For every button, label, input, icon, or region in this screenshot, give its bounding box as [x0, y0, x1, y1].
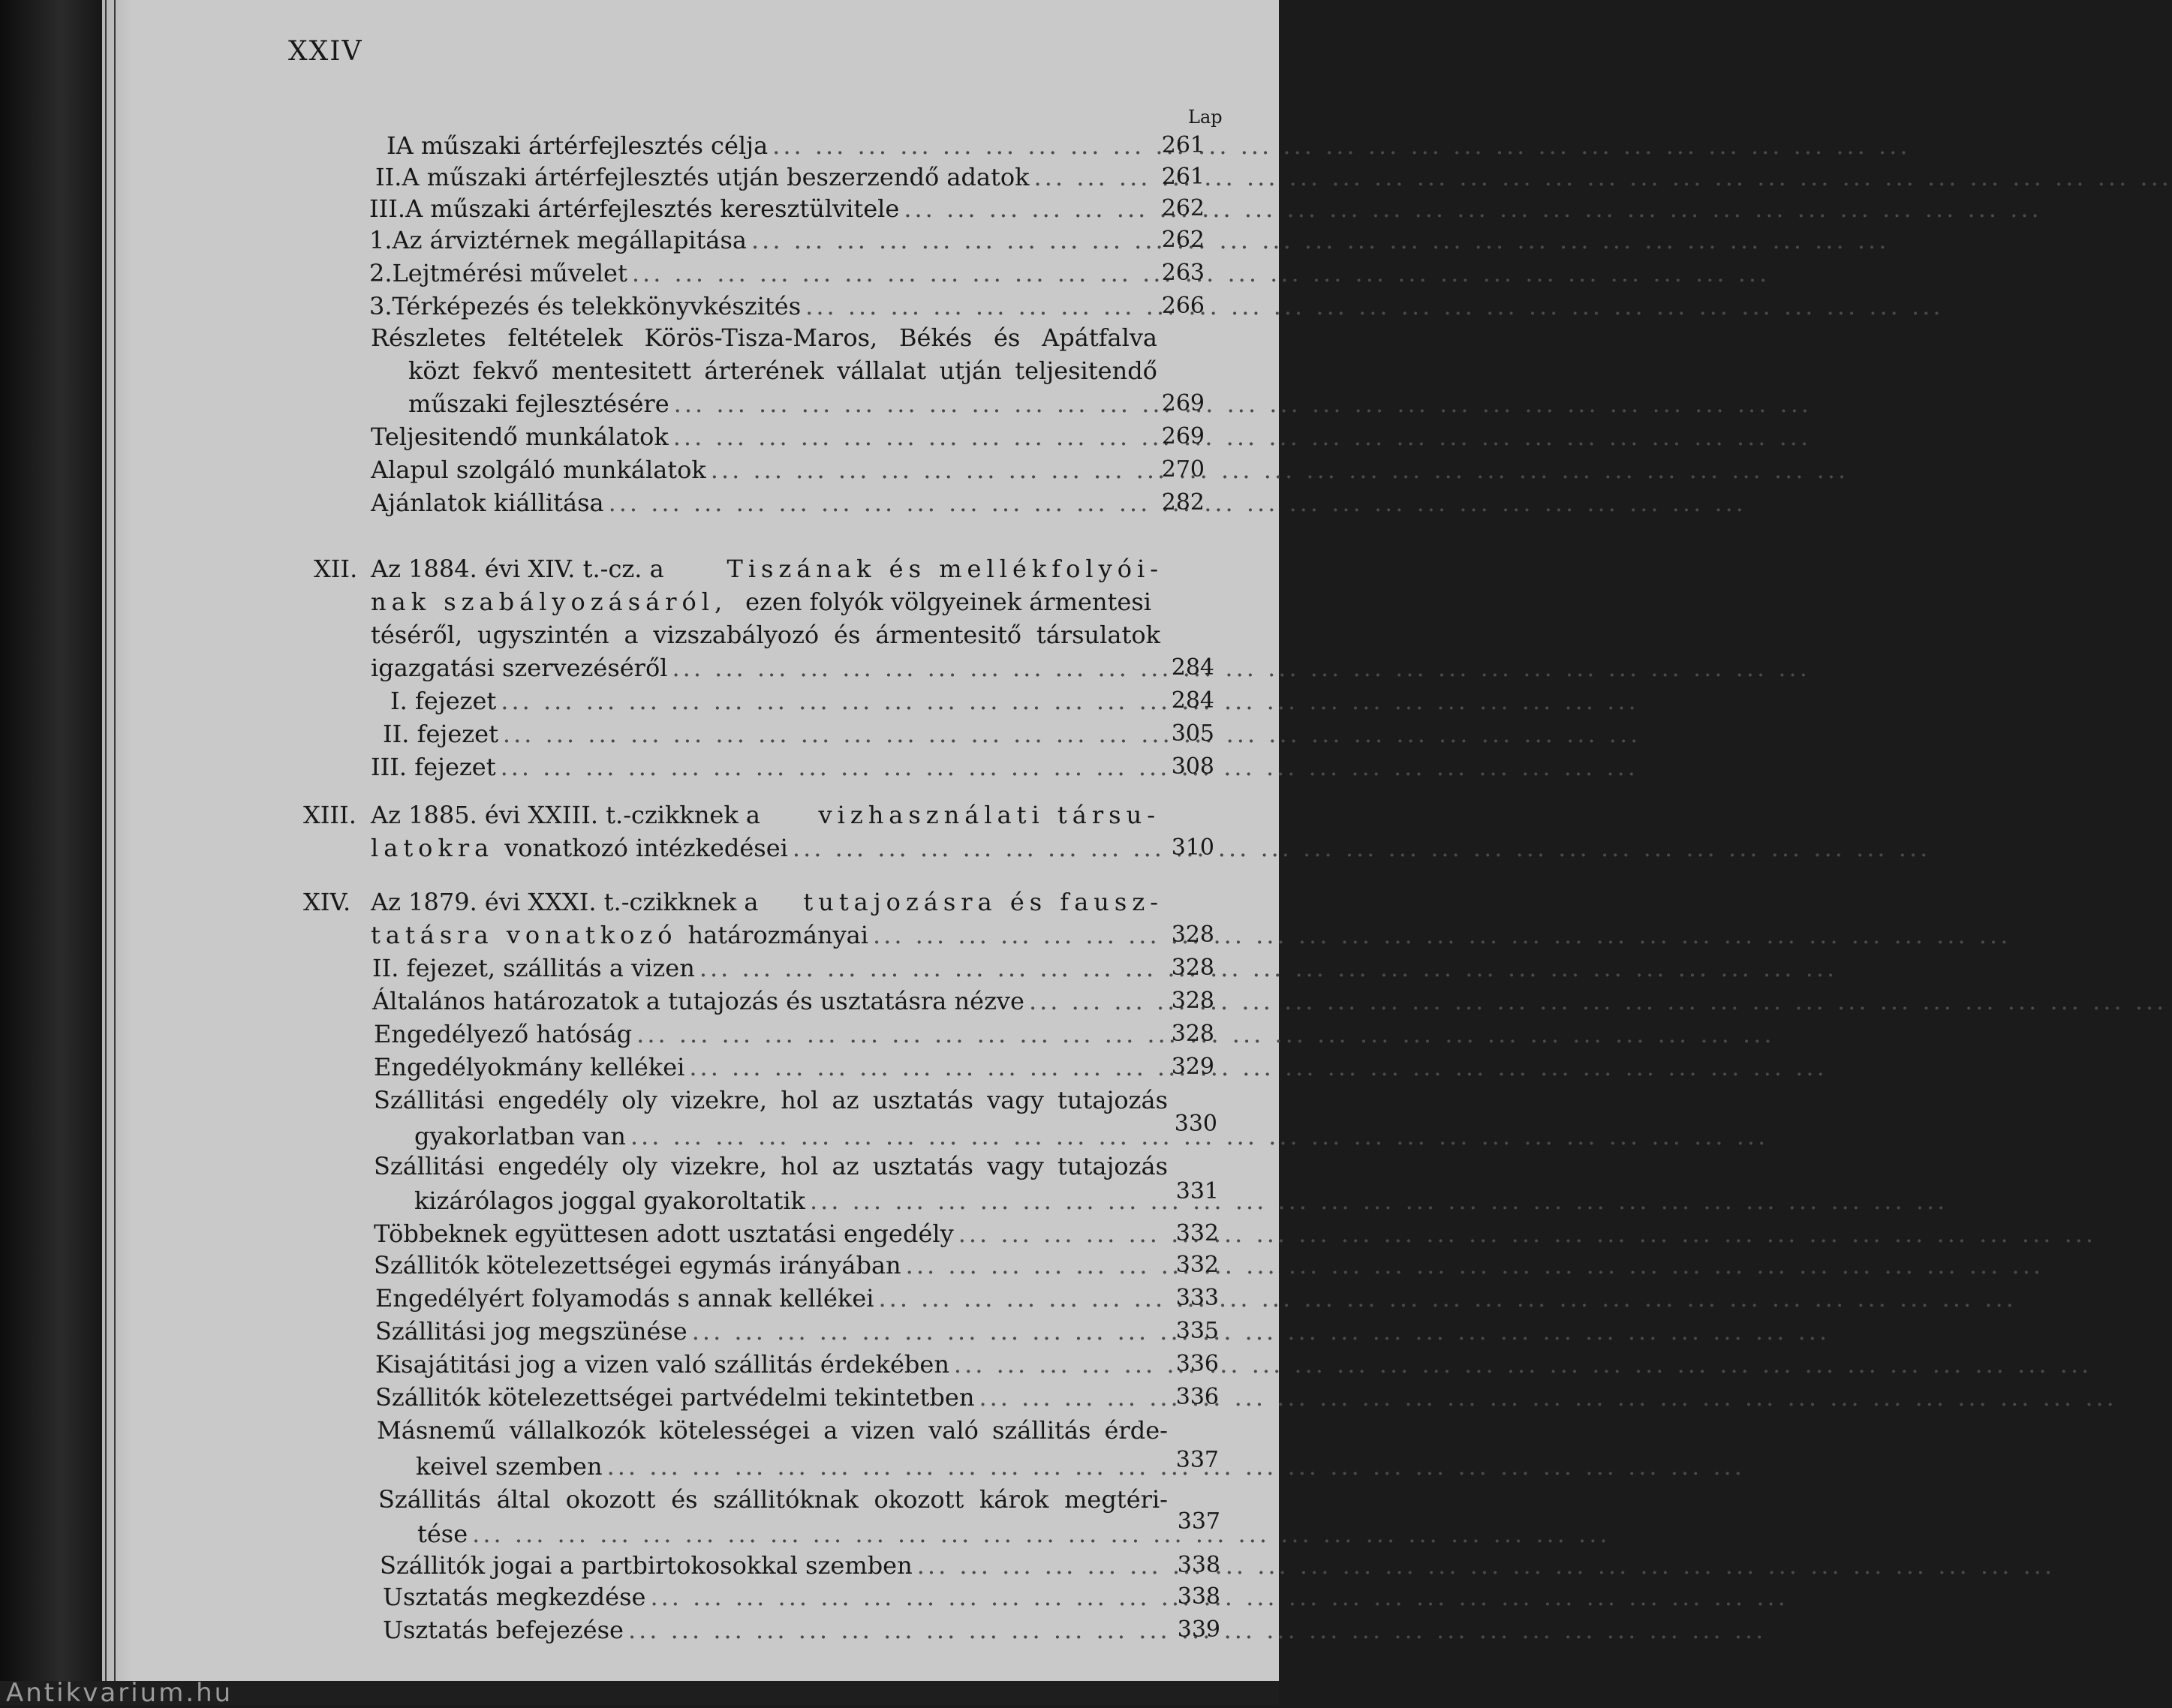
entry-label: Alapul szolgáló munkálatok	[371, 456, 706, 484]
toc-entry[interactable]	[375, 161, 1205, 194]
section-number: XIV.	[303, 888, 351, 916]
toc-entry[interactable]	[375, 1381, 1219, 1414]
page-number: XXIV	[288, 36, 363, 67]
section-heading-line	[371, 618, 1160, 651]
section-heading-line	[371, 919, 1214, 952]
entry-page: 269	[1161, 390, 1205, 416]
entry-label: II. fejezet, szállitás a vizen	[372, 954, 695, 982]
toc-entry-multiline[interactable]	[374, 1084, 1168, 1117]
word: Körös-Tisza-Maros,	[644, 323, 878, 352]
entry-page: 262	[1161, 195, 1205, 221]
toc-entry[interactable]	[371, 420, 1205, 453]
word: az	[832, 1152, 859, 1180]
entry-page: 330	[1174, 1111, 1217, 1137]
word: Apátfalva	[1042, 323, 1157, 352]
entry-page: 338	[1177, 1552, 1220, 1578]
word: usztatás	[872, 1086, 973, 1114]
heading-spaced-text: tutajozásra és fausz-	[803, 888, 1163, 916]
toc-entry-line	[414, 1178, 1219, 1217]
entry-number: I	[387, 131, 396, 160]
entry-page: 332	[1175, 1220, 1219, 1246]
entry-label: Engedélyező hatóság	[374, 1020, 633, 1048]
toc-entry[interactable]	[372, 985, 1214, 1018]
toc-entry[interactable]	[369, 224, 1205, 257]
entry-page: 337	[1177, 1508, 1220, 1535]
toc-entry[interactable]	[371, 486, 1205, 519]
word: téséről,	[371, 621, 463, 649]
entry-label: Engedélyokmány kellékei	[374, 1053, 685, 1081]
toc-entry[interactable]	[371, 453, 1205, 486]
entry-page: 270	[1161, 456, 1205, 483]
word: megtéri-	[1064, 1485, 1168, 1514]
entry-page: 266	[1161, 293, 1205, 319]
toc-entry[interactable]	[383, 1580, 1220, 1613]
entry-page: 262	[1161, 227, 1205, 253]
word: vállalkozók	[509, 1416, 645, 1445]
entry-page: 335	[1175, 1318, 1219, 1344]
leader-dots	[913, 1549, 2055, 1582]
entry-page: 310	[1171, 834, 1214, 861]
entry-label: I. fejezet	[390, 687, 497, 715]
entry-label: Usztatás befejezése	[383, 1616, 624, 1644]
section-number: XIII.	[303, 801, 356, 829]
word: fekvő	[472, 356, 539, 385]
toc-entry[interactable]	[383, 717, 1214, 750]
toc-entry[interactable]	[375, 1348, 1219, 1381]
leader-dots	[496, 684, 1638, 717]
entry-page: 261	[1161, 164, 1205, 190]
entry-label: A műszaki ártérfejlesztés célja	[396, 131, 769, 160]
entry-page: 336	[1175, 1384, 1219, 1410]
word: Szállitási	[374, 1152, 485, 1180]
entry-label: Usztatás megkezdése	[383, 1583, 646, 1611]
entry-page: 308	[1171, 753, 1214, 780]
entry-label: Szállitók jogai a partbirtokosokkal szemben	[380, 1551, 913, 1580]
heading-text: vonatkozó intézkedései	[504, 834, 788, 862]
word: szállitóknak	[713, 1485, 859, 1514]
word: érde-	[1104, 1416, 1168, 1445]
leader-dots	[801, 290, 1943, 323]
leader-dots	[949, 1348, 2092, 1381]
word: tutajozás	[1057, 1086, 1168, 1114]
word: feltételek	[507, 323, 623, 352]
word: és	[834, 621, 861, 649]
word: utján	[939, 356, 1002, 385]
entry-label: III. fejezet	[371, 753, 496, 781]
book-spine	[0, 0, 102, 1705]
leader-dots	[868, 919, 2011, 952]
entry-number: 1.	[369, 226, 393, 254]
word: Szállitás	[378, 1485, 481, 1514]
entry-page: 263	[1161, 260, 1205, 286]
word: árterének	[704, 356, 824, 385]
entry-label: műszaki fejlesztésére	[408, 389, 669, 418]
word: által	[496, 1485, 551, 1514]
word: ugyszintén	[477, 621, 609, 649]
entry-number: III.	[369, 194, 406, 223]
leader-dots	[706, 453, 1849, 486]
entry-label: Teljesitendő munkálatok	[371, 422, 669, 451]
word: tutajozás	[1057, 1152, 1168, 1180]
entry-label: Általános határozatok a tutajozás és usztatásra nézve	[372, 987, 1024, 1015]
heading-spaced-text: vizhasználati társu-	[818, 801, 1160, 829]
entry-page: 305	[1171, 720, 1214, 747]
heading-text: Az 1879. évi XXXI. t.-czikknek a	[371, 888, 759, 916]
heading-text: Az 1884. évi XIV. t.-cz. a	[371, 555, 664, 583]
leader-dots	[747, 224, 1889, 257]
word: mentesitett	[551, 356, 691, 385]
toc-entry-line	[408, 387, 1205, 420]
section-heading-line	[371, 831, 1214, 865]
toc-entry[interactable]	[374, 1018, 1214, 1051]
heading-text: igazgatási szervezéséről	[371, 654, 668, 682]
entry-label: Ajánlatok kiállitása	[371, 489, 604, 517]
entry-label: Engedélyért folyamodás s annak kellékei	[375, 1284, 874, 1313]
word: szállitás	[991, 1416, 1091, 1445]
toc-entry[interactable]	[387, 129, 1205, 162]
word: Szállitási	[374, 1086, 485, 1114]
word: engedély	[498, 1086, 609, 1114]
word: hol	[781, 1086, 819, 1114]
word: oly	[621, 1086, 657, 1114]
leader-dots	[899, 192, 2041, 225]
leader-dots	[874, 1282, 2016, 1315]
heading-text: ezen folyók völgyeinek ármentesi	[745, 588, 1151, 616]
section-heading[interactable]	[371, 886, 1163, 919]
section-heading[interactable]	[371, 798, 1160, 831]
entry-page: 328	[1171, 1021, 1214, 1047]
entry-page: 269	[1161, 423, 1205, 450]
toc-entry[interactable]	[375, 1315, 1219, 1348]
word: vagy	[987, 1086, 1044, 1114]
word: vizekre,	[671, 1152, 767, 1180]
word: hol	[781, 1152, 819, 1180]
entry-label: Többeknek együttesen adott usztatási engedély	[374, 1219, 954, 1248]
entry-label: II. fejezet	[383, 720, 498, 748]
entry-label: tése	[417, 1520, 468, 1548]
heading-spaced-text: latokra	[371, 834, 495, 862]
entry-page: 261	[1161, 132, 1205, 158]
entry-page: 282	[1161, 489, 1205, 516]
word: kötelességei	[659, 1416, 811, 1445]
toc-entry[interactable]	[374, 1249, 1219, 1282]
leader-dots	[684, 1051, 1827, 1084]
leader-dots	[974, 1381, 2116, 1414]
leader-dots	[687, 1315, 1830, 1348]
toc-entry[interactable]	[369, 290, 1205, 323]
word: Másnemű	[377, 1416, 496, 1445]
section-heading-line	[371, 585, 1151, 618]
heading-spaced-text: tatásra vonatkozó	[371, 921, 678, 949]
entry-label: Szállitók kötelezettségei partvédelmi tekintetben	[375, 1383, 975, 1412]
leader-dots	[669, 387, 1812, 420]
word: vizszabályozó	[653, 621, 820, 649]
entry-label: Térképezés és telekkönyvkészités	[392, 292, 802, 320]
toc-entry[interactable]	[374, 1051, 1214, 1084]
word: Békés	[898, 323, 973, 352]
toc-entry[interactable]	[383, 1613, 1220, 1646]
heading-spaced-text: Tiszának és mellékfolyói-	[727, 555, 1163, 583]
word: a	[624, 621, 639, 649]
entry-page: 328	[1171, 955, 1214, 981]
word: a	[823, 1416, 838, 1445]
word: ármentesitő	[875, 621, 1022, 649]
entry-page: 328	[1171, 988, 1214, 1014]
word: okozott	[565, 1485, 656, 1514]
leader-dots	[669, 420, 1811, 453]
word: vállalat	[837, 356, 927, 385]
word: okozott	[874, 1485, 964, 1514]
margin-rule	[105, 0, 107, 1705]
word: társulatok	[1036, 621, 1160, 649]
leader-dots	[498, 717, 1641, 750]
word: oly	[621, 1152, 657, 1180]
word: vizekre,	[671, 1086, 767, 1114]
page-column-label: Lap	[1188, 107, 1223, 128]
toc-entry[interactable]	[374, 1217, 1219, 1250]
entry-page: 331	[1175, 1178, 1219, 1204]
leader-dots	[954, 1217, 2096, 1250]
entry-label: gyakorlatban van	[414, 1122, 626, 1150]
word: és	[993, 323, 1021, 352]
entry-page: 332	[1175, 1252, 1219, 1278]
word: engedély	[498, 1152, 609, 1180]
entry-label: Szállitási jog megszünése	[375, 1317, 687, 1346]
entry-label: A műszaki ártérfejlesztés keresztülvitele	[405, 194, 900, 223]
leader-dots	[788, 831, 1930, 865]
leader-dots	[496, 750, 1638, 783]
entry-label: kizárólagos joggal gyakoroltatik	[414, 1186, 805, 1215]
word: közt	[408, 356, 460, 385]
entry-number: 2.	[369, 259, 393, 287]
entry-page: 328	[1171, 922, 1214, 948]
toc-entry-multiline[interactable]	[377, 1414, 1168, 1447]
entry-label: Az árviztérnek megállapitása	[392, 226, 747, 254]
entry-number: 3.	[369, 292, 393, 320]
entry-label: Kisajátitási jog a vizen való szállitás érdekében	[375, 1350, 949, 1379]
entry-label: A műszaki ártérfejlesztés utján beszerzendő adatok	[402, 163, 1030, 191]
leader-dots	[695, 952, 1837, 985]
toc-entry-line	[414, 1111, 1217, 1153]
word: való	[928, 1416, 979, 1445]
entry-page: 284	[1171, 654, 1214, 681]
entry-label: keivel szemben	[416, 1452, 603, 1481]
leader-dots	[805, 1184, 1948, 1217]
entry-label: Szállitók kötelezettségei egymás irányában	[374, 1251, 901, 1279]
section-heading[interactable]	[371, 552, 1163, 585]
entry-page: 284	[1171, 687, 1214, 714]
toc-entry-line	[408, 354, 1157, 387]
margin-rule	[114, 0, 116, 1705]
heading-spaced-text: nak szabályozásáról,	[371, 588, 728, 616]
word: és	[671, 1485, 698, 1514]
word: az	[832, 1086, 859, 1114]
entry-label: Lejtmérési művelet	[392, 259, 627, 287]
section-number: XII.	[314, 555, 358, 583]
toc-entry-multiline[interactable]	[378, 1483, 1168, 1516]
watermark: Antikvarium.hu	[6, 1678, 233, 1708]
heading-text: határozmányai	[687, 921, 868, 949]
word: vagy	[987, 1152, 1044, 1180]
toc-entry[interactable]	[369, 192, 1205, 225]
word: vizen	[851, 1416, 916, 1445]
leader-dots	[901, 1249, 2044, 1282]
entry-page: 338	[1177, 1583, 1220, 1610]
toc-entry-line	[417, 1508, 1220, 1550]
heading-text: Az 1885. évi XXIII. t.-czikknek a	[371, 801, 760, 829]
entry-page: 329	[1171, 1054, 1214, 1080]
entry-page: 333	[1175, 1285, 1219, 1311]
toc-entry-line	[416, 1447, 1219, 1483]
toc-entry[interactable]	[375, 1282, 1219, 1315]
entry-page: 339	[1177, 1616, 1220, 1643]
entry-page: 337	[1175, 1447, 1219, 1473]
toc-entry[interactable]	[380, 1549, 1220, 1582]
toc-entry[interactable]	[372, 952, 1214, 985]
leader-dots	[768, 129, 1910, 162]
toc-entry[interactable]	[369, 257, 1205, 290]
toc-entry[interactable]	[390, 684, 1214, 717]
leader-dots	[667, 651, 1809, 684]
word: Részletes	[371, 323, 486, 352]
toc-entry-multiline[interactable]	[371, 321, 1157, 354]
leader-dots	[468, 1517, 1610, 1550]
word: károk	[979, 1485, 1049, 1514]
toc-entry[interactable]	[371, 750, 1214, 783]
word: teljesitendő	[1015, 356, 1157, 385]
word: usztatás	[872, 1152, 973, 1180]
entry-number: II.	[375, 163, 402, 191]
section-heading-line	[371, 651, 1214, 684]
entry-page: 336	[1175, 1351, 1219, 1377]
toc-entry-multiline[interactable]	[374, 1150, 1168, 1183]
